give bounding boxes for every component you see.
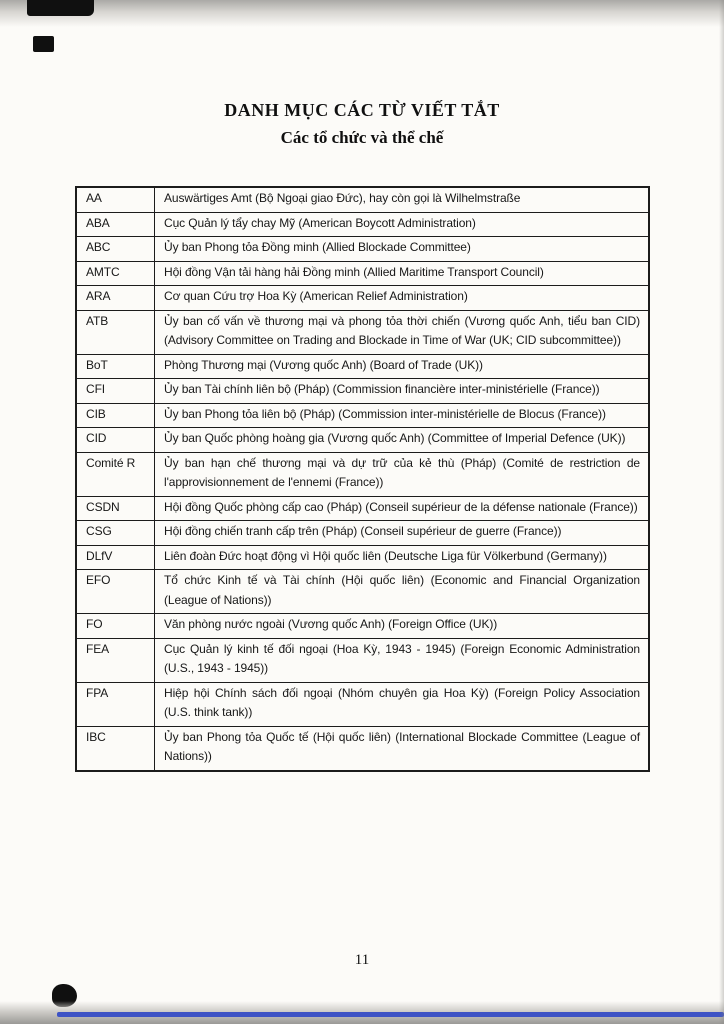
scan-artifact-blue-pen-line <box>57 1012 724 1017</box>
definition-cell: Ủy ban Tài chính liên bộ (Pháp) (Commission financière inter-ministérielle (France)) <box>164 382 600 396</box>
table-row <box>77 354 648 379</box>
abbreviation-cell: CFI <box>77 379 155 403</box>
definition-cell: Ủy ban Phong tỏa Đồng minh (Allied Blockade Committee) <box>164 240 471 254</box>
table-row <box>77 285 648 310</box>
abbreviation-cell: FEA <box>77 639 155 682</box>
table-row <box>77 726 648 770</box>
definition-cell: Văn phòng nước ngoài (Vương quốc Anh) (Foreign Office (UK)) <box>164 617 498 631</box>
abbreviation-cell: DLfV <box>77 546 155 570</box>
table-row <box>77 520 648 545</box>
abbreviation-cell: FPA <box>77 683 155 726</box>
abbreviation-cell: CIB <box>77 404 155 428</box>
abbreviation-cell: FO <box>77 614 155 638</box>
table-row <box>77 188 648 212</box>
table-row <box>77 496 648 521</box>
definition-cell: Cục Quản lý tẩy chay Mỹ (American Boycott Administration) <box>164 215 476 230</box>
abbreviation-cell: ATB <box>77 311 155 354</box>
table-row <box>77 452 648 496</box>
abbreviation-cell: CSG <box>77 521 155 545</box>
definition-cell: Hội đồng Quốc phòng cấp cao (Pháp) (Conseil supérieur de la défense nationale (France)) <box>164 499 638 514</box>
page-subtitle: Các tổ chức và thể chế <box>280 128 444 147</box>
definition-cell: Hội đồng chiến tranh cấp trên (Pháp) (Conseil supérieur de guerre (France)) <box>164 524 562 538</box>
definition-cell: Auswärtiges Amt (Bộ Ngoại giao Đức), hay còn gọi là Wilhelmstraße <box>164 191 521 205</box>
definition-cell: Ủy ban cố vấn về thương mại và phong tỏa thời chiến (Vương quốc Anh, tiểu ban CID) (Advisory Committee on Trading and Blockade in Time of War (UK; CID subcommittee)) <box>164 313 640 347</box>
definition-cell: Ủy ban Phong tỏa liên bộ (Pháp) (Commission inter-ministérielle de Blocus (France)) <box>164 406 606 421</box>
page-number: 11 <box>354 952 370 968</box>
table-row <box>77 427 648 452</box>
definition-cell: Cơ quan Cứu trợ Hoa Kỳ (American Relief Administration) <box>164 289 468 303</box>
table-row <box>77 212 648 237</box>
table-row <box>77 545 648 570</box>
abbreviation-cell: AA <box>77 188 155 212</box>
abbreviation-cell: CID <box>77 428 155 452</box>
definition-cell: Ủy ban Phong tỏa Quốc tế (Hội quốc liên) (International Blockade Committee (League of Nations)) <box>164 729 640 763</box>
definition-cell: Phòng Thương mại (Vương quốc Anh) (Board of Trade (UK)) <box>164 357 483 372</box>
table-row <box>77 261 648 286</box>
table-row <box>77 638 648 682</box>
table-row <box>77 236 648 261</box>
definition-cell: Hội đồng Vận tải hàng hải Đồng minh (Allied Maritime Transport Council) <box>164 264 544 279</box>
definition-cell: Ủy ban hạn chế thương mại và dự trữ của kẻ thù (Pháp) (Comité de restriction de l'approvisionnement de l'ennemi (France)) <box>164 455 640 489</box>
table-row <box>77 310 648 354</box>
abbreviation-cell: ABA <box>77 213 155 237</box>
abbreviation-cell: IBC <box>77 727 155 770</box>
table-row <box>77 403 648 428</box>
abbreviation-cell: ABC <box>77 237 155 261</box>
scan-shadow-right <box>719 0 724 1024</box>
page-title: DANH MỤC CÁC TỪ VIẾT TẮT <box>224 100 500 120</box>
definition-cell: Tổ chức Kinh tế và Tài chính (Hội quốc liên) (Economic and Financial Organization (League of Nations)) <box>164 573 640 607</box>
definition-cell: Liên đoàn Đức hoạt động vì Hội quốc liên (Deutsche Liga für Völkerbund (Germany)) <box>164 548 607 563</box>
table-row <box>77 569 648 613</box>
scan-artifact-top-left-bar <box>27 0 94 16</box>
abbreviation-cell: CSDN <box>77 497 155 521</box>
abbreviation-cell: ARA <box>77 286 155 310</box>
abbreviation-cell: EFO <box>77 570 155 613</box>
definition-cell: Hiệp hội Chính sách đối ngoại (Nhóm chuyên gia Hoa Kỳ) (Foreign Policy Association (U.S. think tank)) <box>164 685 640 719</box>
abbreviation-cell: Comité R <box>77 453 155 496</box>
table-row <box>77 682 648 726</box>
table-row <box>77 378 648 403</box>
scan-artifact-top-left-square <box>33 36 54 52</box>
abbreviation-table <box>75 186 650 772</box>
definition-cell: Cục Quản lý kinh tế đối ngoại (Hoa Kỳ, 1943 - 1945) (Foreign Economic Administration (U.S., 1943 - 1945)) <box>164 641 640 675</box>
table-row <box>77 613 648 638</box>
abbreviation-cell: AMTC <box>77 262 155 286</box>
definition-cell: Ủy ban Quốc phòng hoàng gia (Vương quốc Anh) (Committee of Imperial Defence (UK)) <box>164 431 626 445</box>
scan-shadow-top <box>0 0 724 27</box>
abbreviation-cell: BoT <box>77 355 155 379</box>
